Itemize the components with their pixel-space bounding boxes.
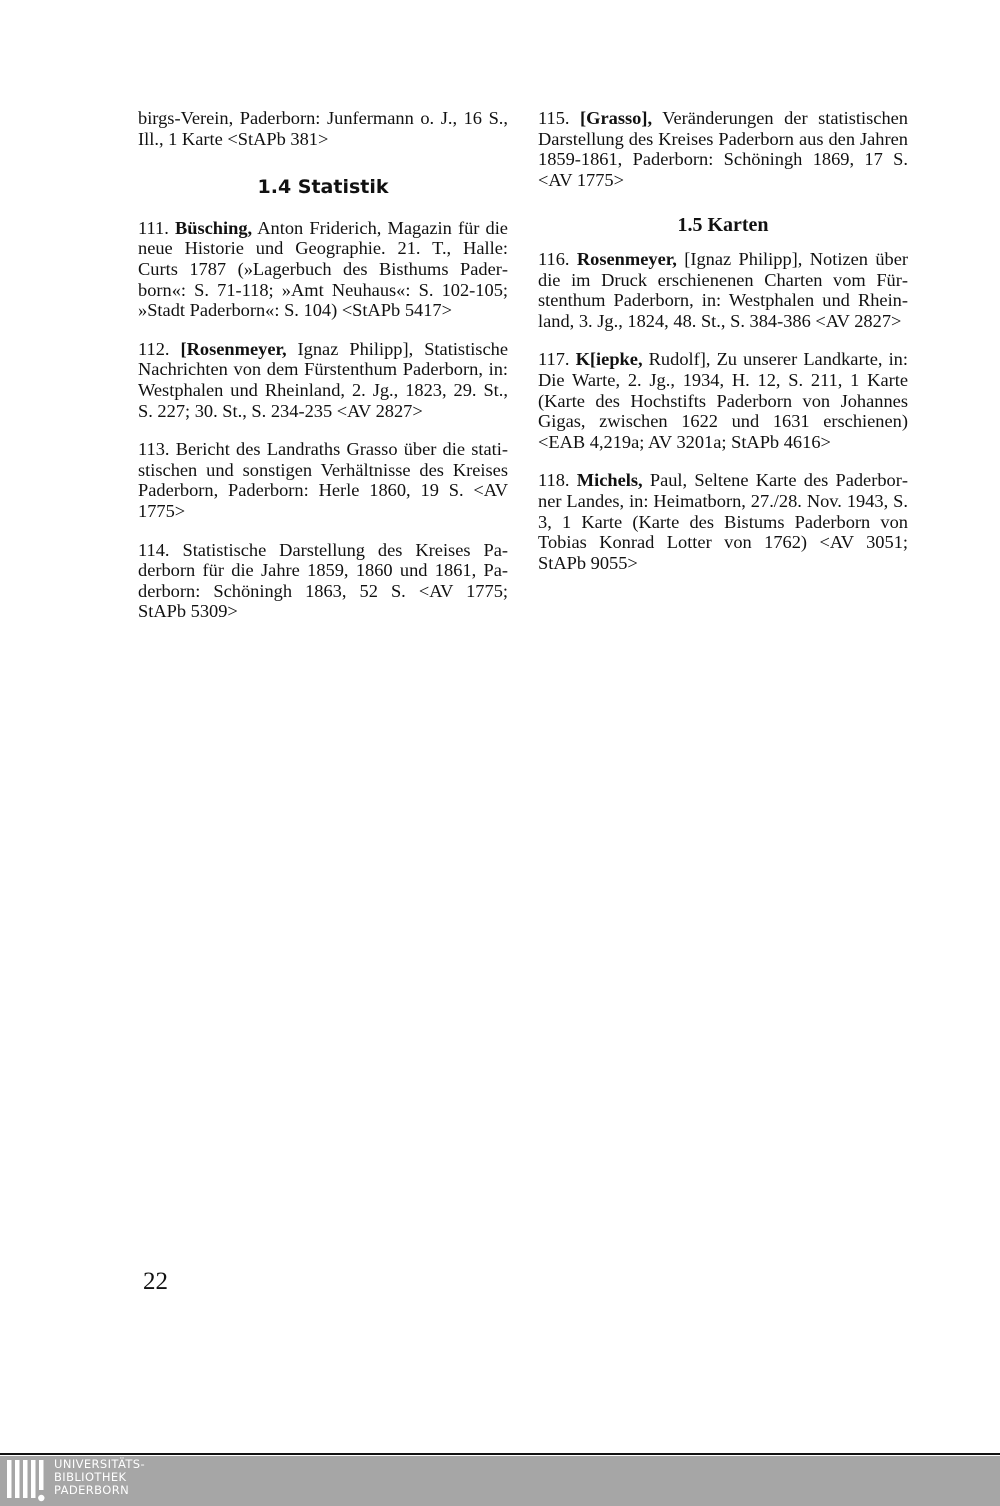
entry-author: Michels, [576,470,643,491]
section-heading-statistik: 1.4 Statistik [257,176,389,199]
entry-text: Bericht des Landraths Grasso über die statistischen und sonstigen Verhältnisse des Kreises Paderborn, Paderborn: Herle 1860, 19 S. <AV 1775> [138,439,508,521]
entry-number: 115. [538,108,570,128]
entry-number: 114. [138,539,170,560]
entry-number: 113. [138,439,170,460]
bibliography-entry-112 [138,339,508,421]
entry-author: Büsching, [174,217,253,238]
entry-text: Statistische Darstellung des Kreises Paderborn für die Jahre 1859, 1860 und 1861, Paderborn: Schöningh 1863, 52 S. <AV 1775; StAPb 5309> [138,539,508,622]
entry-author: K[iepke, [575,349,643,370]
bibliography-entry-118 [538,470,908,573]
logo-line-2: BIBLIOTHEK [54,1470,127,1484]
bibliography-entry-114 [138,540,508,622]
entry-text: Paul, Seltene Karte des Paderborner Landes, in: Heimatborn, 27./28. Nov. 1943, S. 3, 1 Karte (Karte des Bistums Paderborn von Tobias Konrad Lotter von 1762) <AV 3051; StAPb 9055> [538,470,908,573]
entry-number: 112. [138,338,170,359]
entry-number: 111. [138,217,169,238]
bibliography-entry-111 [138,218,508,321]
right-column [538,108,908,591]
entry-author: [Rosenmeyer, [180,338,287,359]
entry-author: Rosenmeyer, [576,248,677,269]
entry-text: Anton Friderich, Magazin für die neue Historie und Geographie. 21. T., Halle: Curts 1787 (»Lagerbuch des Bisthums Paderborn«: S. 71-118; »Amt Neuhaus«: S. 102-105; »Stadt Paderborn«: S. 104) <StAPb 5417> [138,217,508,321]
footer-bar [0,1456,1000,1506]
bibliography-entry-113 [138,439,508,521]
logo-line-1: UNIVERSITÄTS- [54,1457,146,1471]
entry-text: Veränderungen der statistischen Darstellung des Kreises Paderborn aus den Jahren 1859-1861, Paderborn: Schöningh 1869, 17 S. <AV 1775> [538,108,908,190]
entry-number: 116. [538,248,570,269]
page-number: 22 [143,1268,168,1295]
entry-text: Ignaz Philipp], Statistische Nachrichten von dem Fürstenthum Paderborn, in: Westphalen und Rheinland, 2. Jg., 1823, 29. St., S. 227; 30. St., S. 234-235 <AV 2827> [138,338,508,421]
logo-line-3: PADERBORN [54,1483,130,1497]
entry-number: 117. [538,349,570,370]
library-logo-text [54,1458,145,1497]
entry-author: [Grasso], [580,108,653,128]
entry-text: [Ignaz Philipp], Notizen über die im Druck erschienenen Charten vom Fürstenthum Paderborn, in: Westphalen und Rheinland, 3. Jg., 1824, 48. St., S. 384-386 <AV 2827> [538,248,909,331]
entry-text: Rudolf], Zu unserer Landkarte, in: Die Warte, 2. Jg., 1934, H. 12, S. 211, 1 Karte (Karte des Hochstifts Paderborn von Johannes Gigas, zwischen 1622 und 1631 erschienen) <EAB 4,219a; AV 3201a; StAPb 4616> [538,349,908,452]
library-logo-icon [4,1458,48,1504]
continuation-entry: birgs-Verein, Paderborn: Junfermann o. J., 16 S., Ill., 1 Karte <StAPb 381> [138,108,508,149]
bibliography-entry-116 [538,249,908,331]
left-column [138,108,508,640]
footer-divider [0,1453,1000,1455]
entry-number: 118. [538,470,570,491]
bibliography-entry-115 [538,108,908,190]
bibliography-entry-117 [538,349,908,452]
section-heading-karten: 1.5 Karten [677,214,769,237]
